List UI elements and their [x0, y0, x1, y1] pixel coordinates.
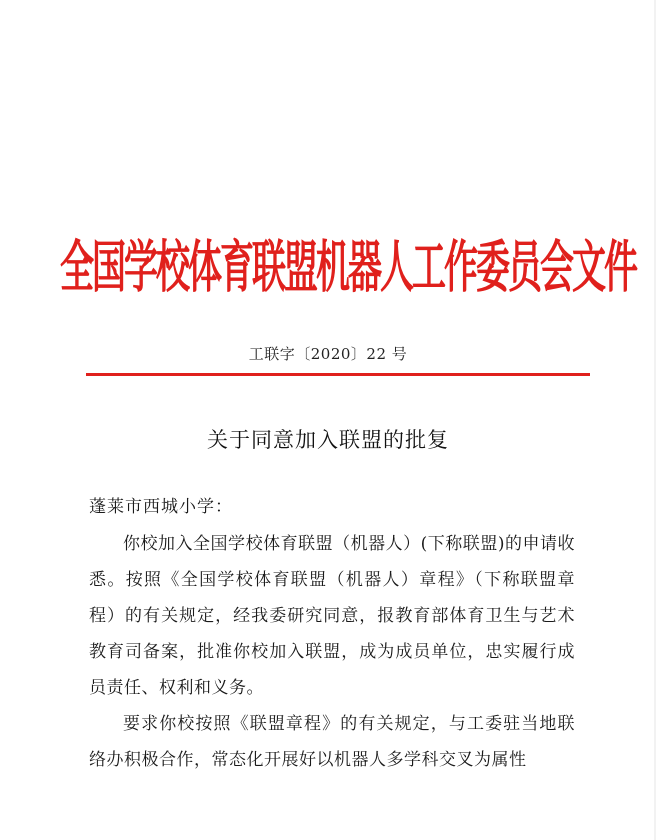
document-header-title: 全国学校体育联盟机器人工作委员会文件 — [60, 235, 636, 302]
body-paragraph: 要求你校按照《联盟章程》的有关规定，与工委驻当地联络办积极合作，常态化开展好以机器人多学科交叉为属性 — [89, 714, 575, 770]
document-body — [89, 526, 575, 778]
recipient-line: 蓬莱市西城小学： — [89, 497, 233, 517]
red-divider — [86, 373, 590, 376]
document-subject: 关于同意加入联盟的批复 — [207, 428, 449, 452]
document-number: 工联字〔2020〕22 号 — [248, 345, 408, 363]
body-paragraph: 你校加入全国学校体育联盟（机器人）(下称联盟)的申请收悉。按照《全国学校体育联盟（机器人）章程》（下称联盟章程）的有关规定，经我委研究同意，报教育部体育卫生与艺术教育司备案，批准你校加入联盟，成为成员单位，忠实履行成员责任、权利和义务。 — [89, 534, 575, 698]
